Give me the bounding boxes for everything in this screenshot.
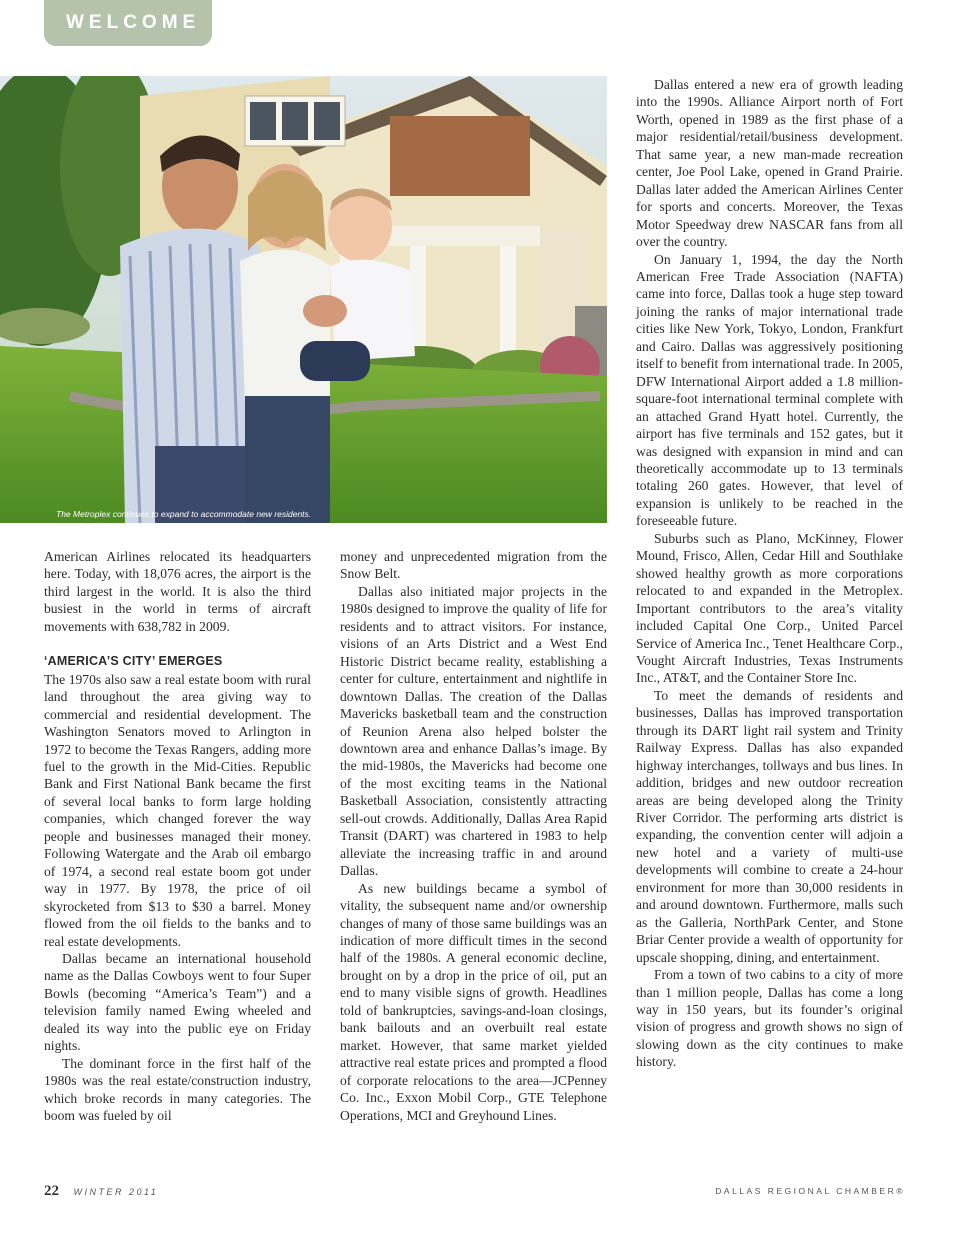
column-3: [636, 76, 903, 1071]
photo-caption: The Metroplex continues to expand to accommodate new residents.: [56, 509, 312, 519]
paragraph: To meet the demands of residents and businesses, Dallas has improved transportation through its DART light rail system and Trinity Railway Express. Dallas has also expanded highway interchanges, tollways and bus lines. In addition, bridges and new outdoor recreation areas are being developed along the Trinity River Corridor. The performing arts district is expanding, the convention center will adjoin a new hotel and a variety of multi-use developments will combine to create a 24-hour environment for more than 30,000 residents in and around downtown. Furthermore, malls such as the Galleria, NorthPark Center, and Stone Briar Center provide a wealth of opportunity for upscale shopping, dining, and entertainment.: [636, 687, 903, 965]
paragraph: Dallas also initiated major projects in the 1980s designed to improve the quality of life for residents and to attract visitors. For instance, visions of an Arts District and a West End Historic District became reality, establishing a center for culture, entertainment and nightlife in downtown Dallas. The creation of the Dallas Mavericks basketball team and the construction of Reunion Arena also helped bolster the downtown area and enhance Dallas’s image. By the mid-1980s, the Mavericks had become one of the most exciting teams in the National Basketball Association, consistently attracting sell-out crowds. Additionally, Dallas Area Rapid Transit (DART) was chartered in 1983 to help alleviate the increasing traffic in and around Dallas.: [340, 583, 607, 879]
footer-left: [44, 1182, 158, 1200]
paragraph: American Airlines relocated its headquarters here. Today, with 18,076 acres, the airport is the third largest in the world. It is also the third busiest in the world in terms of aircraft movements with 638,782 in 2009.: [44, 549, 311, 634]
column-2: [340, 548, 607, 1124]
paragraph: On January 1, 1994, the day the North American Free Trade Association (NAFTA) came into force, Dallas took a huge step toward joining the ranks of major international trade cities like New York, Tokyo, London, Frankfurt and Cairo. Dallas was aggressively positioning itself to benefit from international trade. In 2005, DFW International Airport added a 1.8 million-square-foot international terminal complete with an attached Grand Hyatt hotel. Currently, the airport has five terminals and 152 gates, but it was designed with expansion in mind and can theoretically accommodate up to 13 terminals totaling 260 gates. However, that level of expansion is unlikely to be reached in the foreseeable future.: [636, 251, 903, 529]
paragraph: Dallas became an international household name as the Dallas Cowboys went to four Super Bowls (becoming “America’s Team”) and a television family named Ewing wheeled and dealed its way into the public eye on Friday nights.: [44, 950, 311, 1054]
paragraph: From a town of two cabins to a city of more than 1 million people, Dallas has come a long way in 150 years, but its founder’s original vision of progress and growth shows no sign of slowing down as the city continues to make history.: [636, 967, 903, 1070]
issue-label: WINTER 2011: [73, 1187, 159, 1197]
page-number: 22: [44, 1183, 59, 1199]
section-tab-label: WELCOME: [66, 12, 201, 33]
paragraph: Dallas entered a new era of growth leading into the 1990s. Alliance Airport north of Fort Worth, opened in 1989 as the first phase of a major residential/retail/business development. That same year, a new man-made recreation center, Joe Pool Lake, opened in Grand Prairie. Dallas later added the American Airlines Center for sports and concerts. Moreover, the Texas Motor Speedway drew NASCAR fans from all over the country.: [636, 77, 903, 250]
publication-name: DALLAS REGIONAL CHAMBER®: [715, 1186, 905, 1196]
paragraph: The 1970s also saw a real estate boom with rural land throughout the area giving way to commercial and residential development. The Washington Senators moved to Arlington in 1972 to become the Texas Rangers, adding more fuel to the growth in the Mid-Cities. Republic Bank and First National Bank became the first of several local banks to form large holding companies, which changed forever the way people and businesses managed their money. Following Watergate and the Arab oil embargo of 1974, a second real estate boom got under way in 1977. By 1978, the price of oil skyrocketed from $13 to $30 a barrel. Money flowed from the oil fields to the banks and to real estate developments.: [44, 671, 311, 949]
paragraph: As new buildings became a symbol of vitality, the subsequent name and/or ownership changes of many of those same buildings was an indication of more difficult times in the second half of the 1980s. A general economic decline, brought on by a drop in the price of oil, put an end to many visible signs of growth. Headlines told of bankruptcies, savings-and-loan closings, bank bailouts and an overbuilt real estate market. However, that same market yielded attractive real estate prices and prompted a flood of corporate relocations to the area—JCPenney Co. Inc., Exxon Mobil Corp., GTE Telephone Operations, MCI and Greyhound Lines.: [340, 880, 607, 1123]
paragraph: money and unprecedented migration from the Snow Belt.: [340, 549, 607, 582]
paragraph: The dominant force in the first half of the 1980s was the real estate/construction industry, which broke records in many categories. The boom was fueled by oil: [44, 1055, 311, 1124]
column-1: [44, 548, 311, 1125]
paragraph: Suburbs such as Plano, McKinney, Flower Mound, Frisco, Allen, Cedar Hill and Southlake showed healthy growth as more corporations relocated to and expanded in the Metroplex. Important contributors to the area’s vitality included Capital One Corp., United Parcel Service of America Inc., Tenet Healthcare Corp., Vought Aircraft Industries, Texas Instruments Inc., AT&T, and the Container Store Inc.: [636, 530, 903, 686]
section-heading: ‘AMERICA’S CITY’ EMERGES: [44, 654, 223, 669]
section-tab: [44, 0, 212, 46]
family-house-photo: [0, 76, 607, 523]
